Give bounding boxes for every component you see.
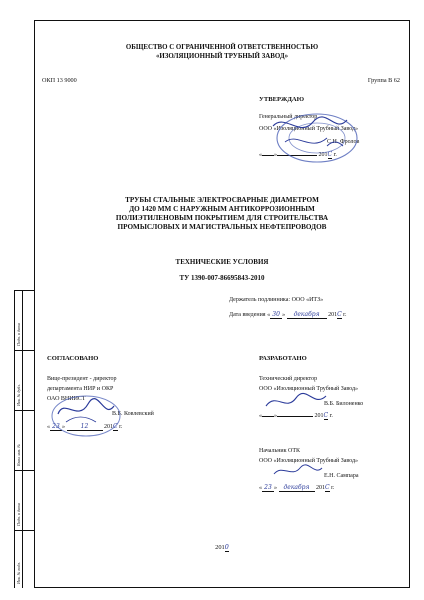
organization-name-line2: «ИЗОЛЯЦИОННЫЙ ТРУБНЫЙ ЗАВОД» <box>155 53 289 60</box>
side-stamp-strip <box>14 290 34 588</box>
approve-heading: УТВЕРЖДАЮ <box>259 96 305 103</box>
spec-heading: ТЕХНИЧЕСКИЕ УСЛОВИЯ <box>175 258 269 266</box>
tech-director-signature <box>262 390 332 414</box>
agreed-position-line1: Вице-президент - директор <box>47 376 117 382</box>
qc-head-signature <box>270 462 326 480</box>
side-label-orig-inv: Инв. № подл. <box>16 561 21 584</box>
agreed-date: « 23 » 12 201С г. <box>47 423 123 430</box>
qc-head-date: « 23 » декабря 201С г. <box>259 484 335 491</box>
page-frame <box>34 20 410 588</box>
agreed-signer: В.Б. Ковлевский <box>112 411 154 417</box>
document-title-line1: ТРУБЫ СТАЛЬНЫЕ ЭЛЕКТРОСВАРНЫЕ ДИАМЕТРОМ <box>125 196 319 204</box>
tech-director-signer: В.Б. Билоненко <box>324 401 364 407</box>
side-label-replace-inv: Взам. инв. № <box>16 443 21 466</box>
developed-heading: РАЗРАБОТАНО <box>259 355 307 362</box>
spec-number: ТУ 1390-007-86695843-2010 <box>179 274 265 282</box>
organization-name-line1: ОБЩЕСТВО С ОГРАНИЧЕННОЙ ОТВЕТСТВЕННОСТЬЮ <box>125 44 319 51</box>
tech-director-organization: ООО «Изоляционный Трубный Завод» <box>259 386 359 392</box>
original-holder: Держатель подлинника: ООО «ИТЗ» <box>229 297 324 303</box>
agreed-stamp-signature <box>44 392 144 442</box>
qc-head-signer: Е.Н. Сампара <box>324 473 359 479</box>
document-title-line3: ПОЛИЭТИЛЕНОВЫМ ПОКРЫТИЕМ ДЛЯ СТРОИТЕЛЬСТВА <box>115 214 329 222</box>
agreed-position-line2: департамента НИР и ОКР <box>47 386 114 392</box>
approve-date: « » 201С г. <box>259 151 337 158</box>
okp-code: ОКП 13 9000 <box>42 77 77 84</box>
group-code: Группа В 62 <box>367 77 400 84</box>
approve-organization: ООО «Изоляционный Трубный Завод» <box>259 126 359 132</box>
side-label-sign-date-2: Подп. и дата <box>16 503 21 526</box>
introduction-date: Дата введения « 30 » декабря 201С г. <box>229 311 347 318</box>
tech-director-position: Технический директор <box>259 376 318 382</box>
side-label-dup-inv: Инв. № дубл. <box>16 384 21 406</box>
qc-head-position: Начальник ОТК <box>259 448 301 454</box>
agreed-organization: ОАО ВНИИСТ <box>47 396 86 402</box>
document-title-line2: ДО 1420 ММ С НАРУЖНЫМ АНТИКОРРОЗИОННЫМ <box>129 205 315 213</box>
approve-stamp-signature <box>255 108 385 170</box>
approve-position: Генеральный директор <box>259 114 318 120</box>
tech-director-date: « » 201С г. <box>259 412 333 419</box>
agreed-heading: СОГЛАСОВАНО <box>47 355 99 362</box>
footer-year: 2010 <box>215 543 229 551</box>
side-label-sign-date-1: Подп. и дата <box>16 323 21 346</box>
qc-head-organization: ООО «Изоляционный Трубный Завод» <box>259 458 359 464</box>
document-title-line4: ПРОМЫСЛОВЫХ И МАГИСТРАЛЬНЫХ НЕФТЕПРОВОДОВ <box>117 223 327 231</box>
approve-signer: С.Н. Фролов <box>327 139 360 145</box>
